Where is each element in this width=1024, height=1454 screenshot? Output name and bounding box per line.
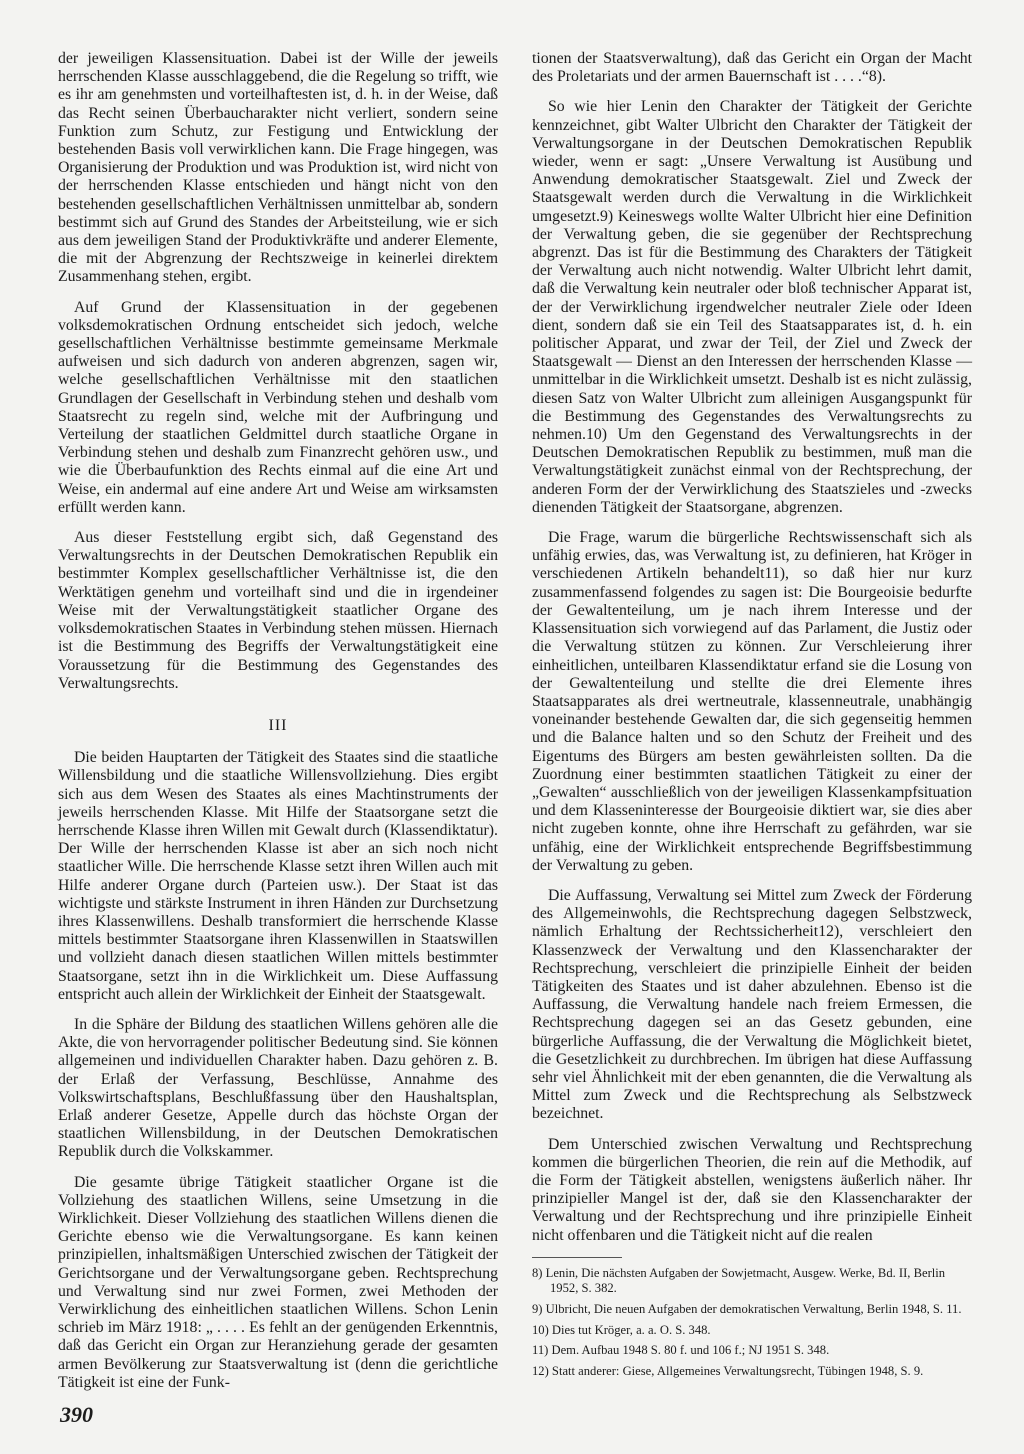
footnote-10: 10) Dies tut Kröger, a. a. O. S. 348. [532, 1322, 711, 1337]
paragraph: Dem Unterschied zwischen Verwaltung und Rechtsprechung kommen die bürgerlichen Theorien, die rein auf die Methodik, auf die Form der Tätigkeit abstellen, wenigstens äußerlich näher. Ihr prinzipieller Mangel ist der, daß sie den Klassencharakter der Verwaltung und der Rechtsprechung und ihre prinzipielle Einheit nicht offenbaren und die Tätigkeit nicht auf die realen [532, 1135, 972, 1244]
paragraph: Die gesamte übrige Tätigkeit staatlicher Organe ist die Vollziehung des staatlichen Willens, seine Umsetzung in die Wirklichkeit. Dieser Vollziehung des staatlichen Willens dienen die Gerichte ebenso wie die Verwaltungsorgane. Es kann keinen prinzipiellen, inhaltsmäßigen Unterschied zwischen der Tätigkeit der Gerichtsorgane und der Verwaltungsorgane geben. Rechtsprechung und Verwaltung sind nur zwei Formen, zwei Methoden der Verwirklichung des einheitlichen staatlichen Willens. Schon Lenin schrieb im März 1918: „ . . . . Es fehlt an der genügenden Erkenntnis, daß das Gericht ein Organ zur Heranziehung gerade der gesamten armen Bevölkerung zur Staatsverwaltung ist (denn die gerichtliche Tätigkeit ist eine der Funk- [58, 1173, 498, 1391]
footnote-rule [532, 1257, 622, 1258]
footnote-9: 9) Ulbricht, Die neuen Aufgaben der demokratischen Verwaltung, Berlin 1948, S. 11. [532, 1301, 962, 1316]
footnote-12: 12) Statt anderer: Giese, Allgemeines Verwaltungsrecht, Tübingen 1948, S. 9. [532, 1363, 924, 1378]
paragraph: der jeweiligen Klassensituation. Dabei ist der Wille der jeweils herrschenden Klasse ausschlaggebend, die die Regelung so trifft, wie es ihr am genehmsten und vorteilhaftesten ist, d. h. in der Weise, daß das Recht seinen Überbaucharakter nicht verliert, sondern seine Funktion zum Schutz, zur Festigung und Entwicklung der bestehenden Basis voll verwirklichen kann. Die Frage hingegen, was Organisierung der Produktion und was Produktion ist, wird nicht von der herrschenden Klasse entschieden und hängt nicht von den bestehenden gesellschaftlichen Verhältnissen unmittelbar ab, sondern bestimmt sich auf Grund des Standes der Arbeitsteilung, wie er sich aus dem jeweiligen Stand der Produktivkräfte und anderer Elemente, die mit der Abgrenzung der Rechtszweige in keinerlei direktem Zusammenhang stehen, ergibt. [58, 50, 498, 286]
paragraph: Die Frage, warum die bürgerliche Rechtswissenschaft sich als unfähig erwies, das, was Verwaltung ist, zu definieren, hat Kröger in verschiedenen Artikeln behandelt11), so daß hier nur kurz zusammenfassend folgendes zu sagen ist: Die Bourgeoisie bedurfte der Gewaltenteilung, um je nach ihrem Interesse und der Klassensituation sich vorwiegend auf das Parlament, die Justiz oder die Verwaltung stützen zu können. Zur Verschleierung ihrer einheitlichen, unteilbaren Klassendiktatur erfand sie die Losung von der Gewaltenteilung und stellte die drei Elemente ihres Staatsapparates als drei wertneutrale, klassenneutrale, unabhängig voneinander bestehende Gewalten dar, die sich gegenseitig hemmen und die Balance halten und so den Schutz der Freiheit und des Eigentums des Bürgers am besten gewährleisten sollten. Da die Zuordnung einer bestimmten staatlichen Tätigkeit zu einer der „Gewalten“ ausschließlich von der jeweiligen Klassenkampfsituation und dem Klasseninteresse der Bourgeoisie diktiert war, sie dies aber nicht zugeben konnte, ohne ihre Herrschaft zu gefährden, war sie unfähig, eine der Wirklichkeit entsprechende Begriffsbestimmung der Verwaltung zu geben. [532, 529, 972, 874]
section-heading: III [268, 716, 288, 734]
paragraph: Die Auffassung, Verwaltung sei Mittel zum Zweck der Förderung des Allgemeinwohls, die Rechtsprechung dagegen Selbstzweck, nämlich Erhaltung der Rechtssicherheit12), verschleiert den Klassenzweck der Verwaltung und den Klassencharakter der Rechtsprechung, verschleiert die prinzipielle Einheit der beiden Tätigkeiten des Staates und ist daher abzulehnen. Ebenso ist die Auffassung, die Verwaltung handele nach freiem Ermessen, die Rechtsprechung dagegen sei an das Gesetz gebunden, eine bürgerliche Auffassung, die der Verwaltung die Möglichkeit bietet, die Gesetzlichkeit zu durchbrechen. Im übrigen hat diese Auffassung sehr viel Ähnlichkeit mit der eben genannten, die die Verwaltung als Mittel zum Zweck und die Rechtsprechung als Selbstzweck bezeichnet. [532, 886, 972, 1123]
footnotes [532, 1266, 972, 1380]
right-column [532, 50, 972, 1384]
paragraph: Auf Grund der Klassensituation in der gegebenen volksdemokratischen Ordnung entscheidet sich jedoch, welche gesellschaftlichen Verhältnisse bestimmte gemeinsame Merkmale aufweisen und sich dadurch von anderen abgrenzen, sagen wir, welche gesellschaftlichen Verhältnisse mit den staatlichen Grundlagen der Gesellschaft in Verbindung stehen und deshalb vom Staatsrecht zu regeln sind, welche mit der Aufbringung und Verteilung der staatlichen Geldmittel durch staatliche Organe in Verbindung stehen und deshalb zum Finanzrecht gehören usw., und wie die Überbaufunktion des Rechts einmal auf die eine Art und Weise, ein andermal auf eine andere Art und Weise am wirksamsten erfüllt werden kann. [58, 298, 498, 516]
paragraph: Die beiden Hauptarten der Tätigkeit des Staates sind die staatliche Willensbildung und die staatliche Willensvollziehung. Dies ergibt sich aus dem Wesen des Staates als eines Machtinstruments der jeweils herrschenden Klasse. Mit Hilfe der Staatsorgane setzt die herrschende Klasse ihren Willen mit Gewalt durch (Klassendiktatur). Der Wille der herrschenden Klasse ist aber an sich noch nicht staatlicher Wille. Die herrschende Klasse setzt ihren Willen auch mit Hilfe anderer Organe durch (Parteien usw.). Der Staat ist das wichtigste und stärkste Instrument in ihren Händen zur Durchsetzung ihres Klassenwillens. Deshalb transformiert die herrschende Klasse mittels bestimmter Staatsorgane ihren Klassenwillen in Staatswillen und vollzieht danach diesen staatlichen Willen mittels bestimmter Staatsorgane, setzt ihn in die Wirklichkeit um. Diese Auffassung entspricht auch allein der Wirklichkeit der Einheit der Staatsgewalt. [58, 749, 498, 1003]
paragraph: So wie hier Lenin den Charakter der Tätigkeit der Gerichte kennzeichnet, gibt Walter Ulbricht den Charakter der Tätigkeit der Verwaltungsorgane in der Deutschen Demokratischen Republik wieder, wenn er sagt: „Unsere Verwaltung ist Ausübung und Anwendung demokratischer Staatsgewalt. Ziel und Zweck der Staatsgewalt werden durch die Verwaltung in die Wirklichkeit umgesetzt.9) Keineswegs wollte Walter Ulbricht hier eine Definition der Verwaltung geben, die sie gegenüber der Rechtsprechung abgrenzt. Das ist für die Bestimmung des Charakters der Tätigkeit der Verwaltung auch nicht notwendig. Walter Ulbricht lehrt damit, daß die Verwaltung kein neutraler oder bloß technischer Apparat ist, der der Verwirklichung irgendwelcher neutraler Ziele oder Ideen dient, sondern daß sie ein Teil des Staatsapparates ist, d. h. ein politischer Apparat, und zwar der Teil, der Ziel und Zweck der Staatsgewalt — Dienst an den Interessen der herrschenden Klasse — unmittelbar in die Wirklichkeit umsetzt. Deshalb ist es nicht zulässig, diesen Satz von Walter Ulbricht zum alleinigen Ausgangspunkt für die Bestimmung des Gegenstandes des Verwaltungsrechts zu nehmen.10) Um den Gegenstand des Verwaltungsrechts in der Deutschen Demokratischen Republik zu bestimmen, muß man die Verwaltungstätigkeit zunächst einmal von der Rechtsprechung, der anderen Form der der Verwirklichung des Staatszieles und -zwecks dienenden Tätigkeit der Staatsorgane, abgrenzen. [532, 98, 972, 516]
page-number: 390 [60, 1402, 93, 1427]
footnote-11: 11) Dem. Aufbau 1948 S. 80 f. und 106 f.; NJ 1951 S. 348. [532, 1343, 830, 1358]
paragraph: tionen der Staatsverwaltung), daß das Gericht ein Organ der Macht des Proletariats und der armen Bauernschaft ist . . . .“8). [532, 50, 972, 86]
left-column [58, 50, 498, 1404]
footnote-8: 8) Lenin, Die nächsten Aufgaben der Sowjetmacht, Ausgew. Werke, Bd. II, Berlin 1952, S. 382. [532, 1265, 946, 1296]
paragraph: Aus dieser Feststellung ergibt sich, daß Gegenstand des Verwaltungsrechts in der Deutschen Demokratischen Republik ein bestimmter Komplex gesellschaftlicher Verhältnisse ist, die den Werktätigen genehm und vorteilhaft sind und die in irgendeiner Weise mit der Verwaltungstätigkeit staatlicher Organe des volksdemokratischen Staates in Verbindung stehen müssen. Hiernach ist die Bestimmung des Begriffs der Verwaltungstätigkeit eine Voraussetzung für die Bestimmung des Gegenstandes des Verwaltungsrechts. [58, 529, 498, 692]
paragraph: In die Sphäre der Bildung des staatlichen Willens gehören alle die Akte, die von hervorragender politischer Bedeutung sind. Sie können allgemeinen und individuellen Charakter haben. Dazu gehören z. B. der Erlaß der Verfassung, Beschlüsse, Annahme des Volkswirtschaftsplans, Beschlußfassung über den Haushaltsplan, Erlaß anderer Gesetze, Appelle durch das höchste Organ der staatlichen Willensbildung, in der Deutschen Demokratischen Republik durch die Volkskammer. [58, 1015, 498, 1161]
